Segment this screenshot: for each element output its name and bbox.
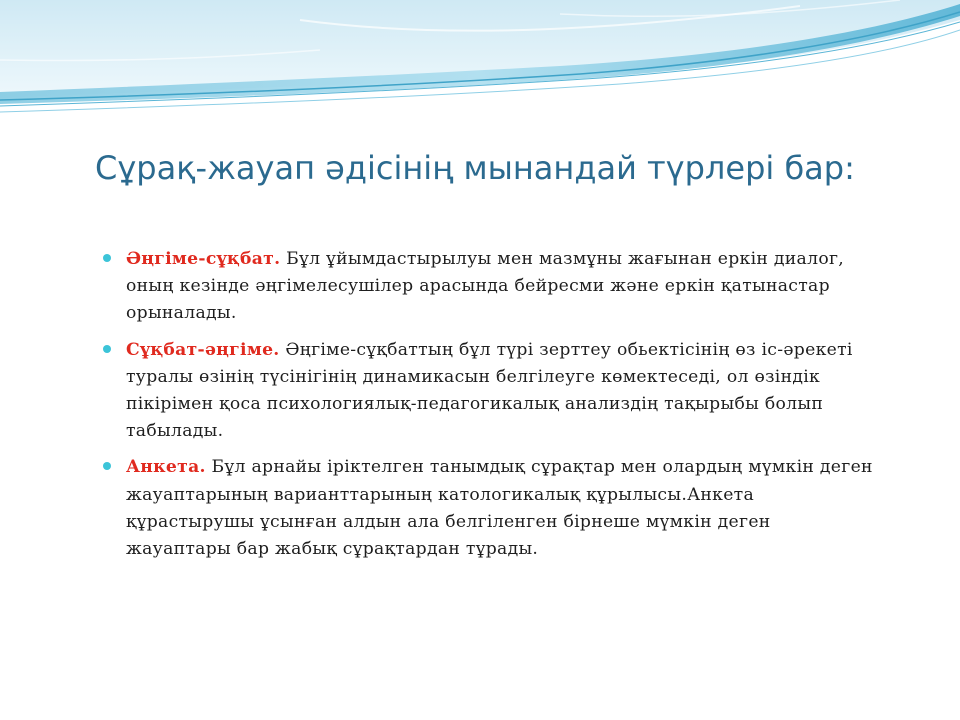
bullet-text: Бұл ұйымдастырылуы мен мазмұны жағынан еркін диалог, оның кезінде әңгімелесушілер арасында бейресми және еркін қатынастар орыналады. <box>126 249 845 324</box>
bullet-dot-icon <box>103 462 111 470</box>
bullet-term: Әңгіме-сұқбат. <box>126 249 281 269</box>
wave-header-decoration <box>0 0 960 120</box>
list-item <box>100 246 880 328</box>
list-item <box>100 337 880 446</box>
bullet-dot-icon <box>103 254 111 262</box>
bullet-dot-icon <box>103 345 111 353</box>
bullet-text: Әңгіме-сұқбаттың бұл түрі зерттеу обьектісінің өз іс-әрекеті туралы өзінің түсінігінің динамикасын белгілеуге көмектеседі, ол өзіндік пікірімен қоса психологиялық-педагогикалық анализдің тақырыбы болып табылады. <box>126 339 853 442</box>
bullet-term: Анкета. <box>126 457 206 478</box>
slide-title: Сұрақ-жауап әдісінің мынандай түрлері бар: <box>95 149 855 187</box>
list-item <box>100 454 880 563</box>
bullet-text: Бұл арнайы іріктелген танымдық сұрақтар мен олардың мүмкін деген жауаптарының варианттарының катологикалық құрылысы.Анкета құрастырушы ұсынған алдын ала белгіленген бірнеше мүмкін деген жауаптары бар жабық сұрақтардан тұрады. <box>126 457 873 560</box>
bullet-list <box>100 246 880 572</box>
bullet-term: Сұқбат-әңгіме. <box>126 339 280 360</box>
